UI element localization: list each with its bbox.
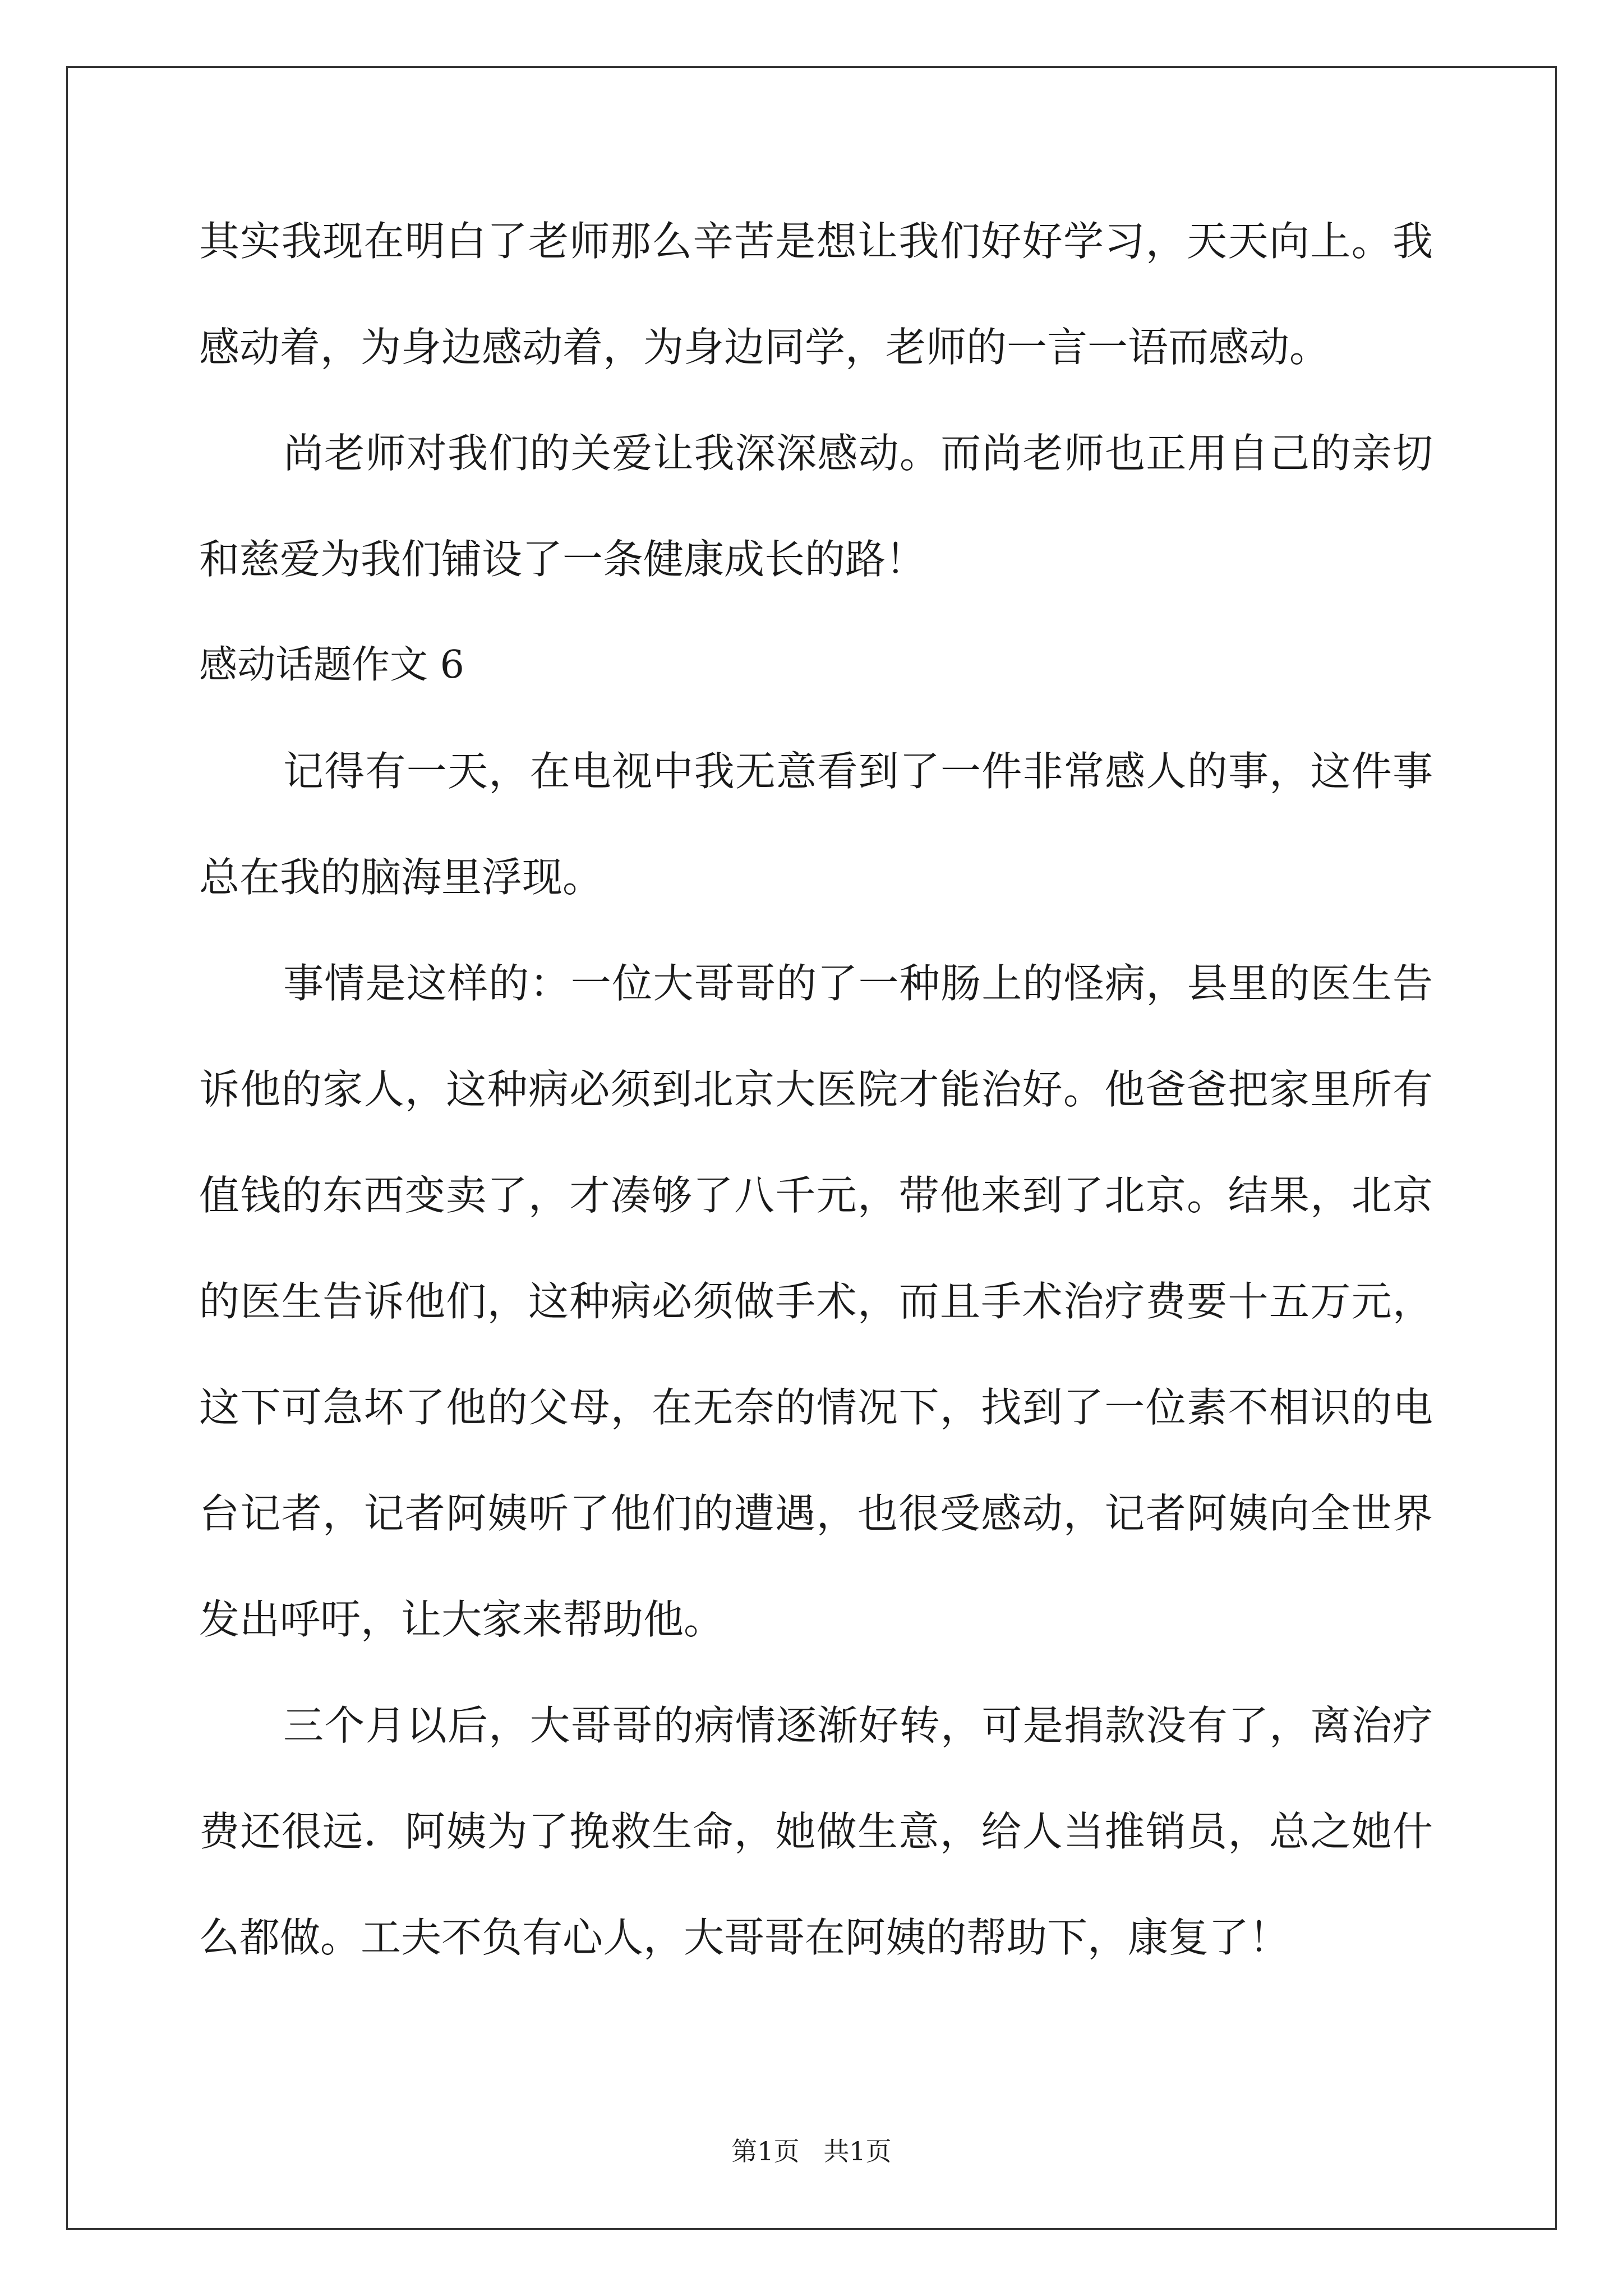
text-line-6: 记得有一天，在电视中我无意看到了一件非常感人的事，这件事 xyxy=(283,748,1433,795)
page-number: 第1页 xyxy=(731,2136,800,2166)
text-line-11: 的医生告诉他们，这种病必须做手术，而且手术治疗费要十五万元， xyxy=(199,1278,1433,1325)
page-footer xyxy=(0,2134,1623,2168)
text-line-14: 发出呼吁，让大家来帮助他。 xyxy=(199,1596,725,1643)
text-line-8: 事情是这样的：一位大哥哥的了一种肠上的怪病，县里的医生告 xyxy=(283,960,1433,1007)
text-line-2: 感动着，为身边感动着，为身边同学，老师的一言一语而感动。 xyxy=(199,324,1330,371)
text-line-4: 和慈爱为我们铺设了一条健康成长的路！ xyxy=(199,536,926,583)
text-line-15: 三个月以后，大哥哥的病情逐渐好转，可是捐款没有了，离治疗 xyxy=(283,1702,1433,1749)
section-heading: 感动话题作文 6 xyxy=(199,643,464,687)
text-line-7: 总在我的脑海里浮现。 xyxy=(199,854,603,901)
text-line-3: 尚老师对我们的关爱让我深深感动。而尚老师也正用自己的亲切 xyxy=(283,430,1433,477)
text-line-17: 么都做。工夫不负有心人，大哥哥在阿姨的帮助下，康复了！ xyxy=(199,1914,1290,1961)
text-line-13: 台记者，记者阿姨听了他们的遭遇，也很受感动，记者阿姨向全世界 xyxy=(199,1490,1433,1537)
text-line-9: 诉他的家人，这种病必须到北京大医院才能治好。他爸爸把家里所有 xyxy=(199,1066,1433,1113)
text-line-1: 其实我现在明白了老师那么辛苦是想让我们好好学习，天天向上。我 xyxy=(199,218,1433,265)
document-body xyxy=(199,213,1433,2016)
text-line-12: 这下可急坏了他的父母，在无奈的情况下，找到了一位素不相识的电 xyxy=(199,1384,1433,1431)
text-line-16: 费还很远．阿姨为了挽救生命，她做生意，给人当推销员，总之她什 xyxy=(199,1808,1433,1855)
page-total: 共1页 xyxy=(823,2136,892,2166)
text-line-10: 值钱的东西变卖了，才凑够了八千元，带他来到了北京。结果，北京 xyxy=(199,1172,1433,1219)
